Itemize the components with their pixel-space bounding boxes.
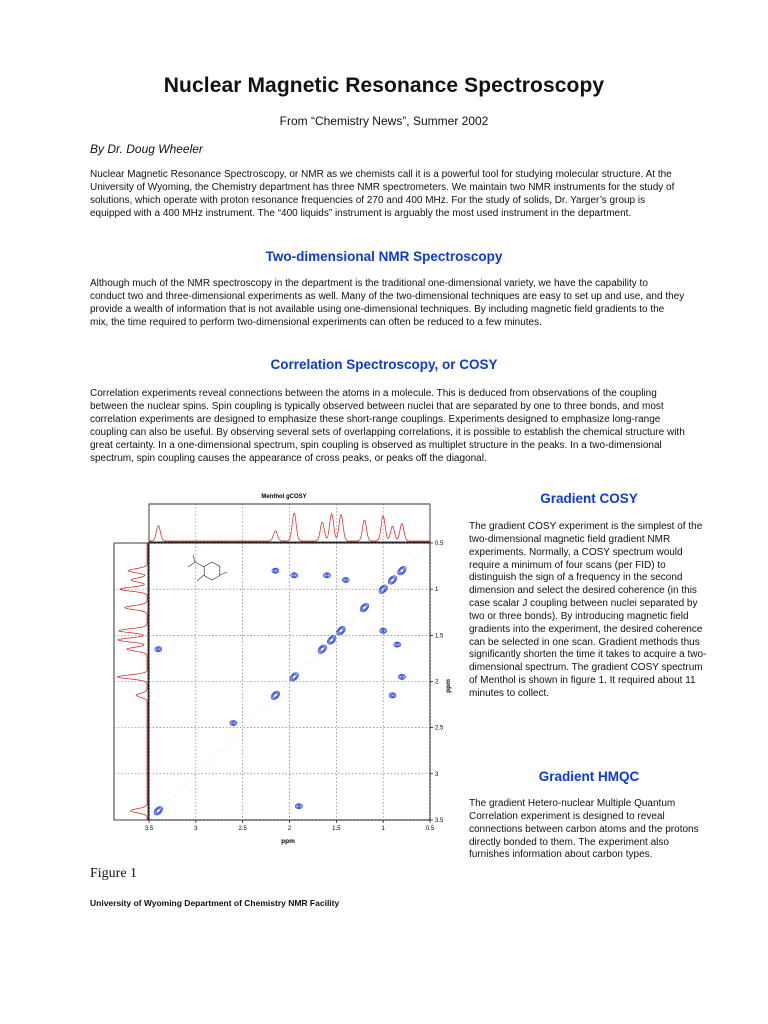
chart-ticks xyxy=(145,541,444,832)
diagonal-peak-contour xyxy=(270,690,282,702)
y-tick-label: 2.5 xyxy=(435,725,444,732)
heading-gradient-hmqc: Gradient HMQC xyxy=(538,769,640,784)
y-tick-label: 0.5 xyxy=(435,541,444,547)
cross-peak xyxy=(272,568,279,573)
diagonal-peak-contour xyxy=(271,691,280,700)
x-tick-label: 2 xyxy=(287,826,292,832)
menthol-structure-icon xyxy=(188,555,227,581)
intro-paragraph: Nuclear Magnetic Resonance Spectroscopy, or NMR as we chemists call it is a powerful tool for studying molecular structure. At the University of Wyoming, the Chemistry department has three NMR spectrometers. We maintain two NMR instruments for the study of solutions, which operate with proton resonance frequencies of 270 and 400 MHz. For the study of solids, Dr. Yarger’s group is equipped with a 400 MHz instrument. The “400 liquids” instrument is arguably the most used instrument in the department. xyxy=(90,169,675,219)
body-gradient-cosy: The gradient COSY experiment is the simplest of the two-dimensional magnetic field gradient NMR experiments. Normally, a COSY spectrum would require a minimum of four scans (per FID) to distinguish the sign of a frequency in the second dimension and select the desired coherence (in this case scalar J coupling between nuclei separated by two or three bonds). By introducing magnetic field gradients into the experiment, the desired coherence can be selected in one scan. Gradient methods thus significantly shorten the time it takes to acquire a two-dimensional spectrum. The gradient COSY spectrum of Menthol is shown in figure 1. It required about 11 minutes to collect. xyxy=(469,521,707,699)
cross-peak-contour xyxy=(392,694,394,696)
footer: University of Wyoming Department of Chemistry NMR Facility xyxy=(90,898,340,908)
diagonal-peak xyxy=(270,690,282,702)
heading-gradient-cosy: Gradient COSY xyxy=(540,491,638,506)
cross-peak xyxy=(291,573,298,578)
y-tick-label: 3.5 xyxy=(435,818,444,824)
menthol-bond xyxy=(220,572,227,575)
menthol-ring xyxy=(204,562,220,580)
section-heading-cosy: Correlation Spectroscopy, or COSY xyxy=(270,357,498,372)
chart-title: Menthol gCOSY xyxy=(261,494,307,500)
x-tick-label: 3 xyxy=(194,826,198,832)
cross-peak-contour xyxy=(293,574,295,576)
cross-peak-contour xyxy=(326,574,328,576)
cross-peak xyxy=(398,674,405,679)
section-body-cosy: Correlation experiments reveal connections between the atoms in a molecule. This is deduced from observations of the coupling between the nuclear spins. Spin coupling is typically observed between nuclei that are separated by one to three bonds, and most correlation experiments are designed to emphasize these short-range couplings. Experiments designed to emphasize long-range coupling can also be useful. By observing several sets of overlapping correlations, it is possible to establish the chemical structure with great certainty. In a one-dimensional spectrum, spin coupling is observed as multiplet structure in the peaks. In a two-dimensional spectrum, spin coupling causes the appearance of cross peaks, or peaks off the diagonal. xyxy=(90,388,685,464)
cross-peak-contour xyxy=(157,648,159,650)
x-axis-label: ppm xyxy=(281,838,295,845)
diagonal-peak-contour xyxy=(362,605,368,611)
menthol-bond xyxy=(188,562,195,567)
x-tick-label: 1 xyxy=(381,826,385,832)
y-tick-label: 1 xyxy=(435,587,439,594)
diagonal-peak-contour xyxy=(319,646,325,652)
diagonal-peak-contour xyxy=(360,603,369,612)
cross-peak xyxy=(394,642,401,647)
figure-caption: Figure 1 xyxy=(90,866,138,881)
section-body-2d-nmr: Although much of the NMR spectroscopy in the department is the traditional one-dimensional variety, we have the capability to conduct two and three-dimensional experiments as well. Many of the two-dimensional techniques are easy to set up and use, and they provide a wealth of information that is not available using one-dimensional techniques. By including magnetic field gradients to the mix, the time required to perform two-dimensional experiments can often be reduced to a few minutes. xyxy=(90,278,685,328)
cross-peak-contour xyxy=(275,570,277,572)
byline: By Dr. Doug Wheeler xyxy=(90,142,203,156)
x-tick-label: 2.5 xyxy=(238,826,247,832)
cross-peak xyxy=(155,647,162,652)
x-tick-label: 3.5 xyxy=(144,826,154,832)
cross-peak-contour xyxy=(298,805,300,807)
x-tick-label: 1.5 xyxy=(332,826,341,832)
cross-peak xyxy=(342,577,349,582)
cosy-chart xyxy=(112,490,457,850)
cross-peak-contour xyxy=(345,579,347,581)
cross-peak xyxy=(323,573,330,578)
y-tick-label: 3 xyxy=(435,771,439,778)
cross-peak-contour xyxy=(401,676,403,678)
cross-peak xyxy=(389,693,396,698)
chart-grid xyxy=(114,504,430,820)
figure-1-spectrum xyxy=(112,490,457,850)
menthol-bond xyxy=(197,575,204,581)
y-tick-label: 2 xyxy=(435,679,439,686)
page-title: Nuclear Magnetic Resonance Spectroscopy xyxy=(163,74,605,97)
x-tick-label: 0.5 xyxy=(425,826,435,832)
cross-peak xyxy=(230,720,237,725)
diagonal-peak-contour xyxy=(390,577,396,583)
menthol-bond xyxy=(193,555,195,562)
subtitle: From “Chemistry News”, Summer 2002 xyxy=(279,114,489,128)
diagonal-peak-contour xyxy=(273,693,279,699)
cross-peak-contour xyxy=(232,722,234,724)
y-tick-label: 1.5 xyxy=(435,633,444,640)
cross-peak-contour xyxy=(396,644,398,646)
section-heading-2d-nmr: Two-dimensional NMR Spectroscopy xyxy=(265,249,503,264)
cross-peak xyxy=(295,804,302,809)
menthol-bond xyxy=(195,562,204,567)
body-gradient-hmqc: The gradient Hetero-nuclear Multiple Quantum Correlation experiment is designed to reveal connections between carbon atoms and the protons directly bonded to them. The experiment also furnishes information about carbon types. xyxy=(469,798,699,861)
diagonal-peak-contour xyxy=(388,576,397,585)
y-axis-label: ppm xyxy=(445,679,452,693)
